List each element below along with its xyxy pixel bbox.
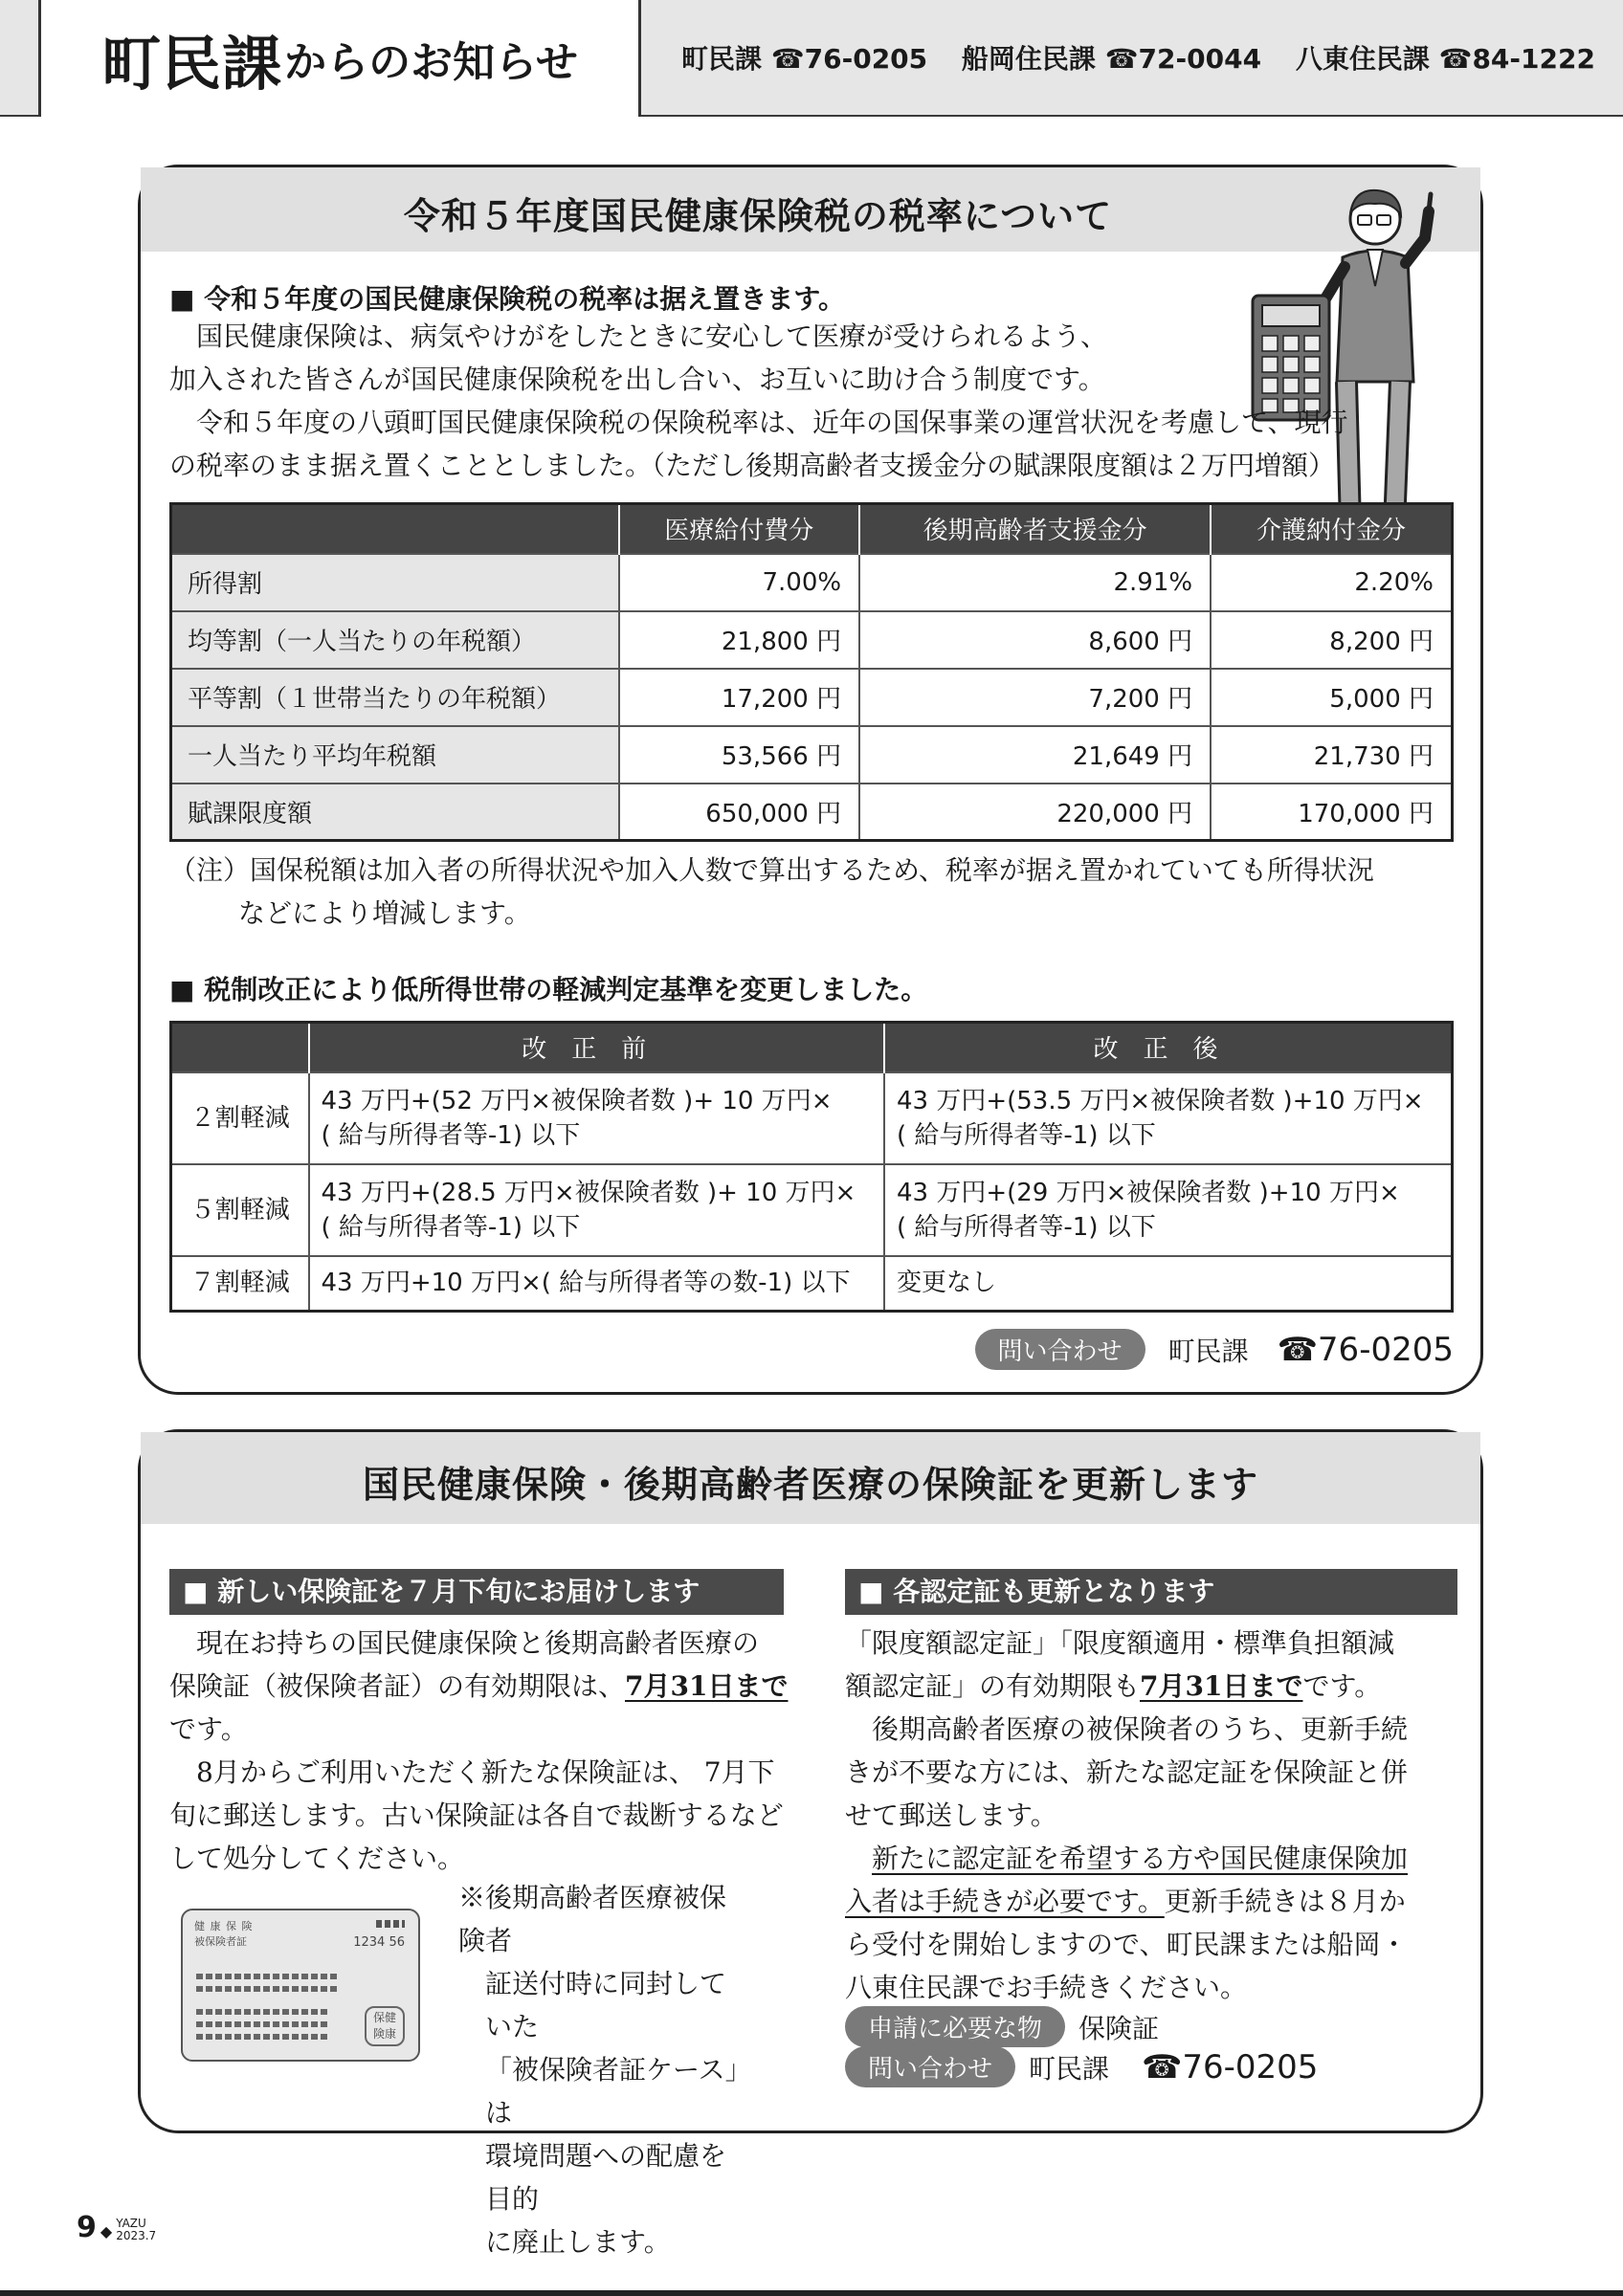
left-paragraph	[169, 1622, 801, 1880]
red-col-after: 改正後	[884, 1023, 1453, 1072]
insurance-card-illustration	[181, 1909, 420, 2062]
reduction-table-header	[171, 1023, 1453, 1072]
needs-value: 保険証	[1078, 2012, 1160, 2044]
red-col-blank	[171, 1023, 309, 1072]
bottom-rule	[0, 2290, 1623, 2296]
section-title: 国民健康保険・後期高齢者医療の保険証を更新します	[362, 1464, 1258, 1506]
insurance-card-section	[138, 1429, 1483, 2258]
table-cell: 17,200 円	[619, 669, 860, 726]
table-cell	[884, 1164, 1453, 1256]
para-line: です。	[169, 1713, 248, 1745]
para-line: 8月からご利用いただく新たな保険証は、 7月下	[196, 1756, 775, 1788]
cell-line: ( 給与所得者等-1) 以下	[896, 1212, 1156, 1242]
table-cell	[309, 1164, 884, 1256]
table-cell: 21,800 円	[619, 611, 860, 669]
page-number: 9	[77, 2211, 97, 2244]
row-label: 一人当たり平均年税額	[171, 726, 619, 784]
card-stamp: 保健 険康	[365, 2006, 405, 2046]
note	[169, 849, 1374, 935]
row-label: 所得割	[171, 554, 619, 611]
table-cell: 170,000 円	[1211, 784, 1452, 841]
para-line: 八東住民課でお手続きください。	[845, 1972, 1248, 2003]
needs-pill: 申請に必要な物	[845, 2006, 1065, 2047]
rate-table-header	[171, 504, 1453, 554]
rate-col-blank	[171, 504, 619, 554]
footnote-line: 環境問題への配慮を目的	[485, 2140, 727, 2215]
contact-hattou: 八東住民課 ☎84-1222	[1295, 43, 1595, 75]
para-line	[169, 1665, 801, 1708]
rate-col-care: 介護納付金分	[1211, 504, 1452, 554]
table-cell	[884, 1072, 1453, 1164]
table-row	[171, 669, 1453, 726]
para-line: きが不要な方には、新たな認定証を保険証と併	[845, 1756, 1409, 1788]
row-label: ２割軽減	[171, 1072, 309, 1164]
inquiry-pill: 問い合わせ	[975, 1329, 1145, 1370]
issue-date: 2023.7	[116, 2229, 157, 2242]
page-footer	[77, 2211, 157, 2244]
section-title-block	[38, 0, 641, 117]
inquiry-phone: ☎76-0205	[1277, 1330, 1454, 1369]
note-line	[169, 849, 1374, 892]
row-label: 平等割（１世帯当たりの年税額）	[171, 669, 619, 726]
para-line: 「限度額認定証」「限度額適用・標準負担額減	[845, 1627, 1395, 1659]
cell-line: 43 万円+(53.5 万円×被保険者数 )+10 万円×	[896, 1086, 1424, 1115]
cell-line: 43 万円+(28.5 万円×被保険者数 )+ 10 万円×	[321, 1178, 856, 1207]
cell-line: ( 給与所得者等-1) 以下	[321, 1212, 581, 1242]
para-text: 更新手続きは８月か	[1164, 1886, 1406, 1917]
cell-line: 43 万円+(52 万円×被保険者数 )+ 10 万円×	[321, 1086, 833, 1115]
person-raised-arm	[1406, 211, 1429, 263]
card-line1: 健 康 保 険	[194, 1920, 254, 1932]
para-line: せて郵送します。	[845, 1799, 1057, 1831]
table-cell: 7,200 円	[859, 669, 1211, 726]
table-cell: 220,000 円	[859, 784, 1211, 841]
intro-line: 令和５年度の八頭町国民健康保険税の保険税率は、近年の国保事業の運営状況を考慮して、現行	[196, 407, 1348, 438]
right-column-heading: ■ 各認定証も更新となります	[845, 1569, 1457, 1615]
row-label: 均等割（一人当たりの年税額）	[171, 611, 619, 669]
expiry-date: 7月31日まで	[625, 1670, 789, 1702]
row-label: ５割軽減	[171, 1164, 309, 1256]
table-cell	[309, 1072, 884, 1164]
footnote-line: に廃止します。	[485, 2226, 671, 2258]
footnote-line: 証送付時に同封していた	[485, 1968, 727, 2042]
table-cell: 8,200 円	[1211, 611, 1452, 669]
person-pointing-finger	[1429, 194, 1431, 211]
table-row	[171, 1072, 1453, 1164]
table-cell: 21,730 円	[1211, 726, 1452, 784]
page-header	[0, 0, 1623, 117]
table-cell: 650,000 円	[619, 784, 860, 841]
magazine-name: YAZU	[116, 2217, 146, 2230]
card-dummy-lines	[196, 1974, 349, 2040]
inquiry-pill: 問い合わせ	[845, 2046, 1015, 2087]
cell-line: 43 万円+10 万円×( 給与所得者等の数-1) 以下	[321, 1269, 851, 1298]
table-cell	[309, 1256, 884, 1312]
contact-town-office: 町民課 ☎76-0205	[681, 43, 928, 75]
table-cell: 7.00%	[619, 554, 860, 611]
footnote-line: 「被保険者証ケース」は	[485, 2054, 739, 2129]
intro-line: 国民健康保険は、病気やけがをしたときに安心して医療が受けられるよう、	[196, 320, 1108, 352]
reduction-table	[169, 1021, 1454, 1313]
para-text-underlined: 入者は手続きが必要です。	[845, 1886, 1165, 1917]
footnote-line: ※後期高齢者医療被保険者	[458, 1882, 727, 1956]
cell-line: 43 万円+(29 万円×被保険者数 )+10 万円×	[896, 1178, 1400, 1207]
para-line: 後期高齢者医療の被保険者のうち、更新手続	[872, 1713, 1409, 1745]
page-title: 町民課	[101, 28, 283, 99]
note-label: （注）	[169, 854, 251, 886]
table-cell: 53,566 円	[619, 726, 860, 784]
cell-line: 変更なし	[896, 1269, 996, 1298]
table-cell	[884, 1256, 1453, 1312]
left-column-heading: ■ 新しい保険証を７月下旬にお届けします	[169, 1569, 784, 1615]
card-number: 1234 56	[353, 1935, 405, 1950]
note-text: 国保税額は加入者の所得状況や加入人数で算出するため、税率が据え置かれていても所得状況	[250, 854, 1374, 886]
intro-line: 加入された皆さんが国民健康保険税を出し合い、お互いに助け合う制度です。	[169, 364, 1105, 395]
para-line: 現在お持ちの国民健康保険と後期高齢者医療の	[196, 1627, 760, 1659]
intro-line: の税率のまま据え置くこととしました。（ただし後期高齢者支援金分の賦課限度額は２万円増額）	[169, 450, 1336, 481]
table-row	[171, 1164, 1453, 1256]
expiry-date: 7月31日まで	[1140, 1670, 1303, 1702]
card-code-marks	[376, 1920, 405, 1928]
table-row	[171, 611, 1453, 669]
table-cell: 2.91%	[859, 554, 1211, 611]
table-row	[171, 784, 1453, 841]
inquiry-dept: 町民課	[1029, 2052, 1110, 2085]
magazine-info	[116, 2218, 156, 2242]
rate-col-elderly: 後期高齢者支援金分	[859, 504, 1211, 554]
para-line	[845, 1880, 1477, 1923]
table-cell: 8,600 円	[859, 611, 1211, 669]
cell-line: ( 給与所得者等-1) 以下	[896, 1120, 1156, 1150]
para-line: 新たに認定証を希望する方や国民健康保険加	[872, 1843, 1409, 1874]
table-row	[171, 1256, 1453, 1312]
table-cell: 21,649 円	[859, 726, 1211, 784]
intro-paragraph	[169, 315, 1347, 487]
para-line	[845, 1665, 1477, 1708]
inquiry	[975, 1329, 1454, 1370]
needs-row	[845, 2006, 1159, 2047]
para-text: 額認定証」の有効期限も	[845, 1670, 1141, 1702]
row-label: 賦課限度額	[171, 784, 619, 841]
row-label: ７割軽減	[171, 1256, 309, 1312]
note-line: などにより増減します。	[238, 897, 531, 929]
para-line: ら受付を開始しますので、町民課または船岡・	[845, 1929, 1408, 1960]
contact-funaoka: 船岡住民課 ☎72-0044	[961, 43, 1262, 75]
heading-reduction-change: ■ 税制改正により低所得世帯の軽減判定基準を変更しました。	[169, 974, 928, 1005]
inquiry	[845, 2046, 1318, 2087]
table-row	[171, 726, 1453, 784]
inquiry-dept: 町民課	[1167, 1335, 1249, 1367]
tax-rate-section	[138, 165, 1483, 1395]
rate-col-medical: 医療給付費分	[619, 504, 860, 554]
inquiry-phone: ☎76-0205	[1142, 2047, 1319, 2086]
section-title: 令和５年度国民健康保険税の税率について	[403, 195, 1113, 237]
table-cell: 5,000 円	[1211, 669, 1452, 726]
contact-list	[681, 38, 1620, 77]
rate-table	[169, 502, 1454, 842]
card-line2: 被保険者証	[194, 1935, 247, 1948]
cell-line: ( 給与所得者等-1) 以下	[321, 1120, 581, 1150]
diamond-icon: ◆	[100, 2222, 113, 2241]
heading-rate-kept: ■ 令和５年度の国民健康保険税の税率は据え置きます。	[169, 283, 845, 315]
red-col-before: 改正前	[309, 1023, 884, 1072]
table-row	[171, 554, 1453, 611]
para-text: です。	[1302, 1670, 1382, 1702]
table-cell: 2.20%	[1211, 554, 1452, 611]
para-line: 旬に郵送します。古い保険証は各自で裁断するなど	[169, 1799, 784, 1831]
right-paragraph	[845, 1622, 1477, 2009]
page-subtitle: からのお知らせ	[284, 38, 578, 87]
para-text: 保険証（被保険者証）の有効期限は、	[169, 1670, 626, 1702]
para-line: して処分してください。	[169, 1843, 465, 1874]
footnote	[458, 1876, 745, 2263]
